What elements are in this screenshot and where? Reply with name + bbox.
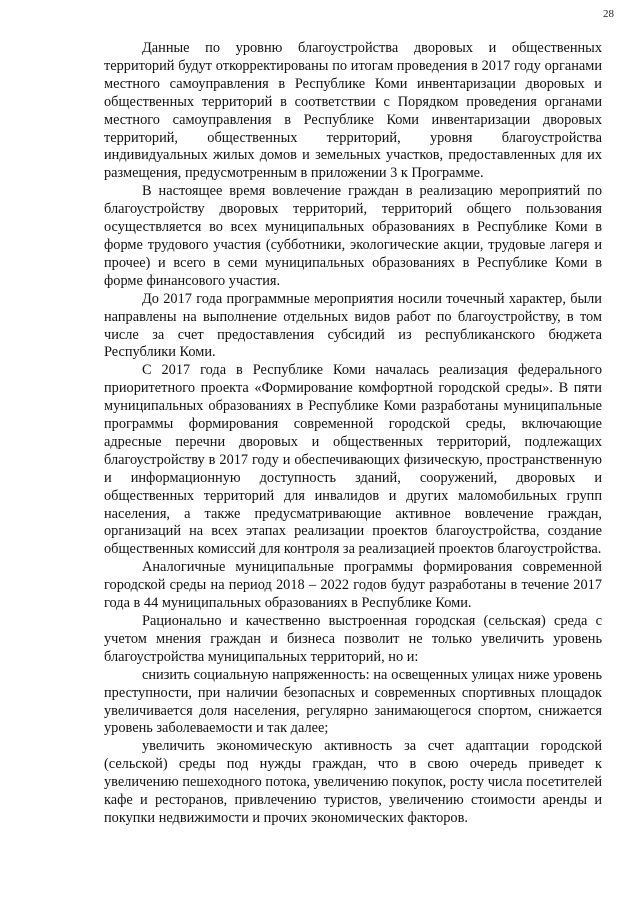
page-number: 28 <box>603 8 614 20</box>
paragraph-4: С 2017 года в Республике Коми началась реализация федерального приоритетного проекта «Формирование комфортной городской среды». В пяти муниципальных образованиях в Республике Коми разработаны муниципальные программы формирования современной городской среды, включающие адресные перечни дворовых и общественных территорий, подлежащих благоустройству в 2017 году и обеспечивающих физическую, пространственную и информационную доступность зданий, сооружений, дворовых и общественных территорий для инвалидов и других маломобильных групп населения, а также предусматривающие активное вовлечение граждан, организаций на всех этапах реализации проектов благоустройства, создание общественных комиссий для контроля за реализацией проектов благоустройства. <box>104 362 602 558</box>
paragraph-2: В настоящее время вовлечение граждан в реализацию мероприятий по благоустройству дворовых территорий, территорий общего пользования осуществляется во всех муниципальных образованиях в Республике Коми в форме трудового участия (субботники, экологические акции, трудовые лагеря и прочее) и всего в семи муниципальных образованиях в Республике Коми в форме финансового участия. <box>104 183 602 289</box>
paragraph-8: увеличить экономическую активность за счет адаптации городской (сельской) среды под нужды граждан, что в свою очередь приведет к увеличению пешеходного потока, увеличению покупок, росту числа посетителей кафе и ресторанов, привлечению туристов, увеличению стоимости аренды и покупки недвижимости и прочих экономических факторов. <box>104 738 602 826</box>
paragraph-1: Данные по уровню благоустройства дворовых и общественных территорий будут откорректированы по итогам проведения в 2017 году органами местного самоуправления в Республике Коми инвентаризации дворовых и общественных территорий в соответствии с Порядком проведения органами местного самоуправления в Республике Коми инвентаризации дворовых территорий, общественных территорий, уровня благоустройства индивидуальных жилых домов и земельных участков, предоставленных для их размещения, предусмотренным в приложении 3 к Программе. <box>104 40 602 182</box>
paragraph-7: снизить социальную напряженность: на освещенных улицах ниже уровень преступности, при наличии безопасных и современных спортивных площадок увеличивается доля населения, регулярно занимающегося спортом, снижается уровень заболеваемости и так далее; <box>104 666 602 737</box>
paragraph-6: Рационально и качественно выстроенная городская (сельская) среда с учетом мнения граждан и бизнеса позволит не только увеличить уровень благоустройства муниципальных территорий, но и: <box>104 613 602 665</box>
paragraph-3: До 2017 года программные мероприятия носили точечный характер, были направлены на выполнение отдельных видов работ по благоустройству, в том числе за счет предоставления субсидий из республиканского бюджета Республики Коми. <box>104 290 602 361</box>
paragraph-5: Аналогичные муниципальные программы формирования современной городской среды на период 2018 – 2022 годов будут разработаны в течение 2017 года в 44 муниципальных образованиях в Республике Коми. <box>104 559 602 612</box>
body-text <box>104 40 602 828</box>
